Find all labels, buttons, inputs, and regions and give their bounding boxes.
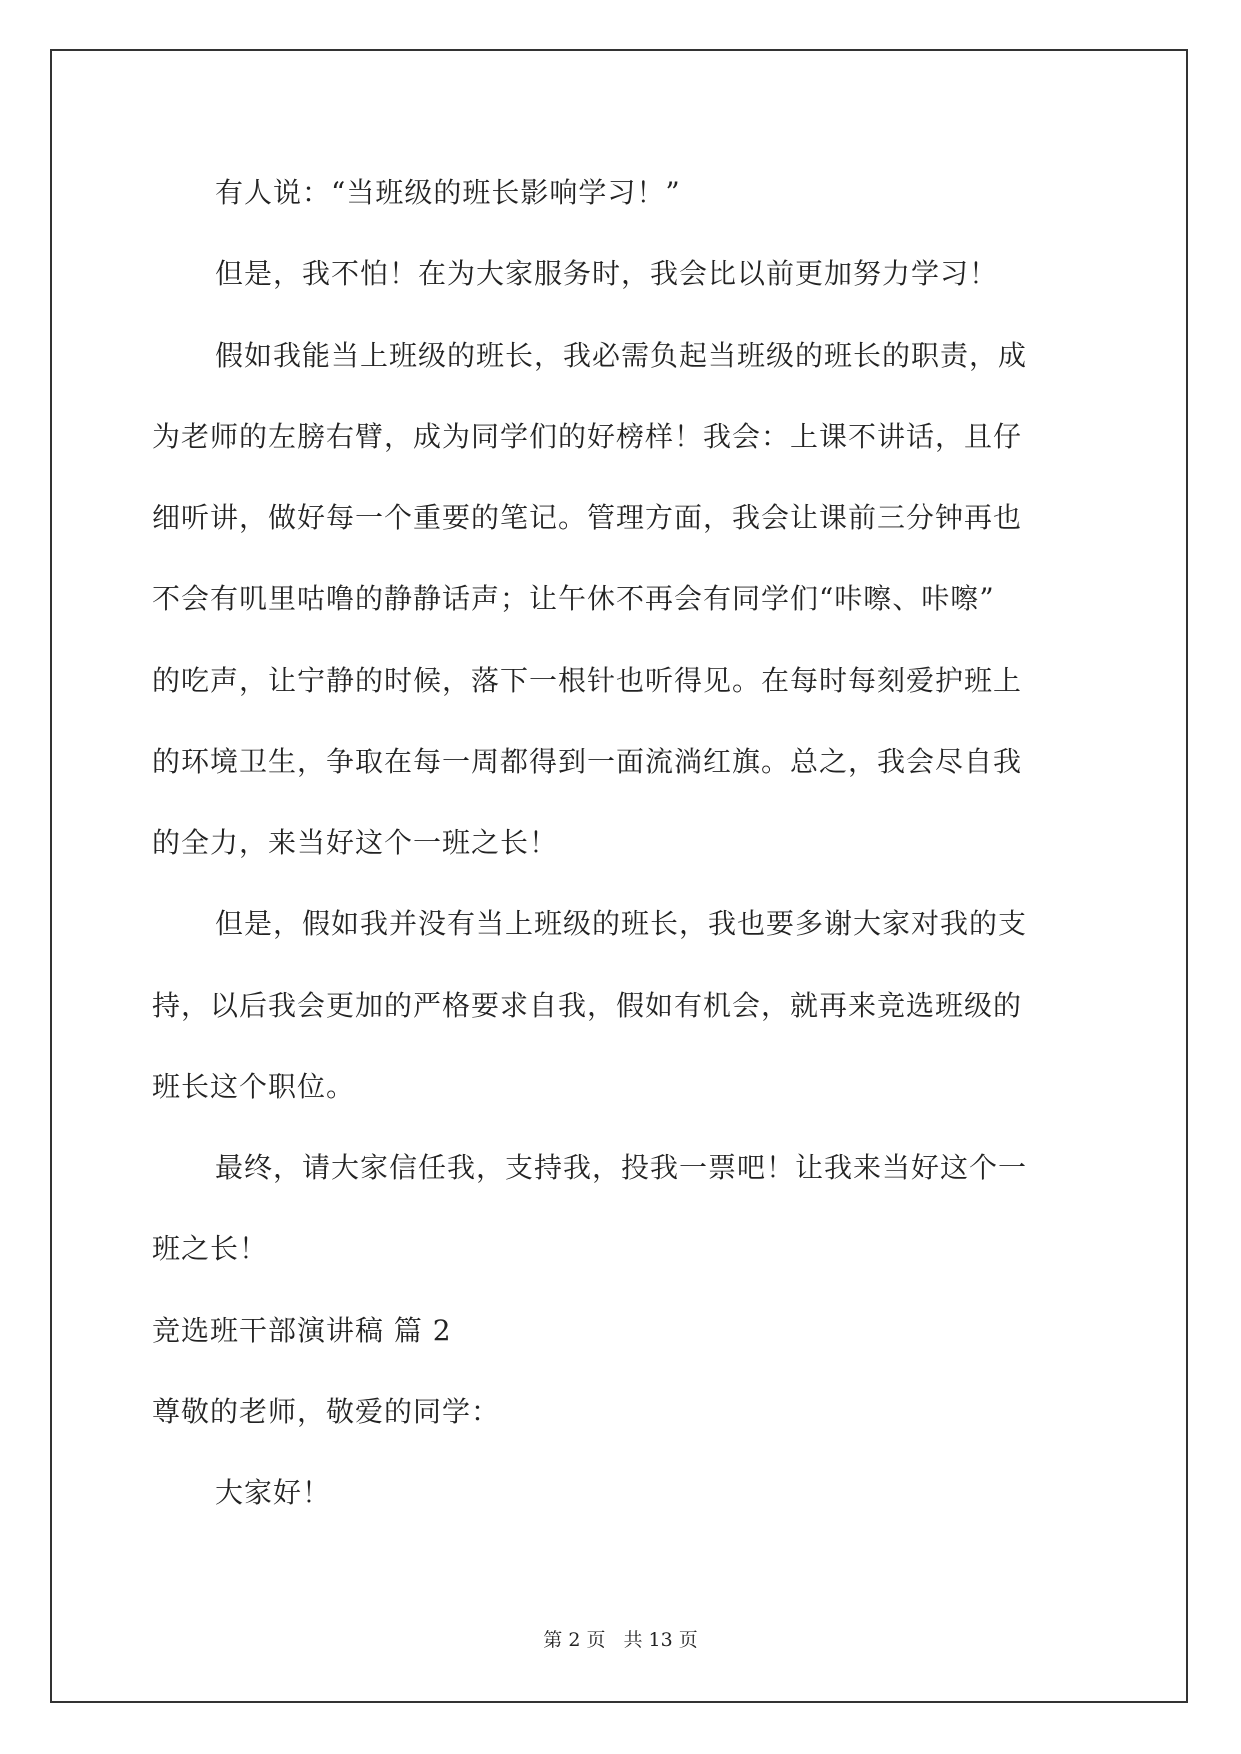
- section-heading: 竞选班干部演讲稿 篇 2: [152, 1314, 452, 1347]
- text-line: 为老师的左膀右臂，成为同学们的好榜样！我会：上课不讲话，且仔: [152, 420, 1023, 453]
- page-number: 第 2 页: [543, 1629, 606, 1651]
- text-line: 假如我能当上班级的班长，我必需负起当班级的班长的职责，成: [215, 339, 1028, 372]
- text-line: 班之长！: [152, 1232, 269, 1265]
- text-line: 最终，请大家信任我，支持我，投我一票吧！让我来当好这个一: [215, 1151, 1028, 1184]
- text-line: 不会有叽里咕噜的静静话声；让午休不再会有同学们“咔嚓、咔嚓”: [152, 582, 995, 615]
- greeting: 大家好！: [215, 1476, 332, 1509]
- text-line: 的全力，来当好这个一班之长！: [152, 826, 559, 859]
- salutation: 尊敬的老师，敬爱的同学：: [152, 1395, 501, 1428]
- text-line: 持，以后我会更加的严格要求自我，假如有机会，就再来竞选班级的: [152, 989, 1023, 1022]
- text-line: 但是，我不怕！在为大家服务时，我会比以前更加努力学习！: [215, 257, 999, 290]
- text-line: 班长这个职位。: [152, 1070, 356, 1103]
- text-line: 但是，假如我并没有当上班级的班长，我也要多谢大家对我的支: [215, 907, 1028, 940]
- page-border: [50, 49, 1188, 1703]
- page-footer: [0, 1628, 1241, 1652]
- text-line: 细听讲，做好每一个重要的笔记。管理方面，我会让课前三分钟再也: [152, 501, 1023, 534]
- text-line: 有人说：“当班级的班长影响学习！”: [215, 176, 681, 209]
- page-total: 共 13 页: [623, 1629, 698, 1651]
- text-line: 的环境卫生，争取在每一周都得到一面流淌红旗。总之，我会尽自我: [152, 745, 1023, 778]
- text-line: 的吃声，让宁静的时候，落下一根针也听得见。在每时每刻爱护班上: [152, 664, 1023, 697]
